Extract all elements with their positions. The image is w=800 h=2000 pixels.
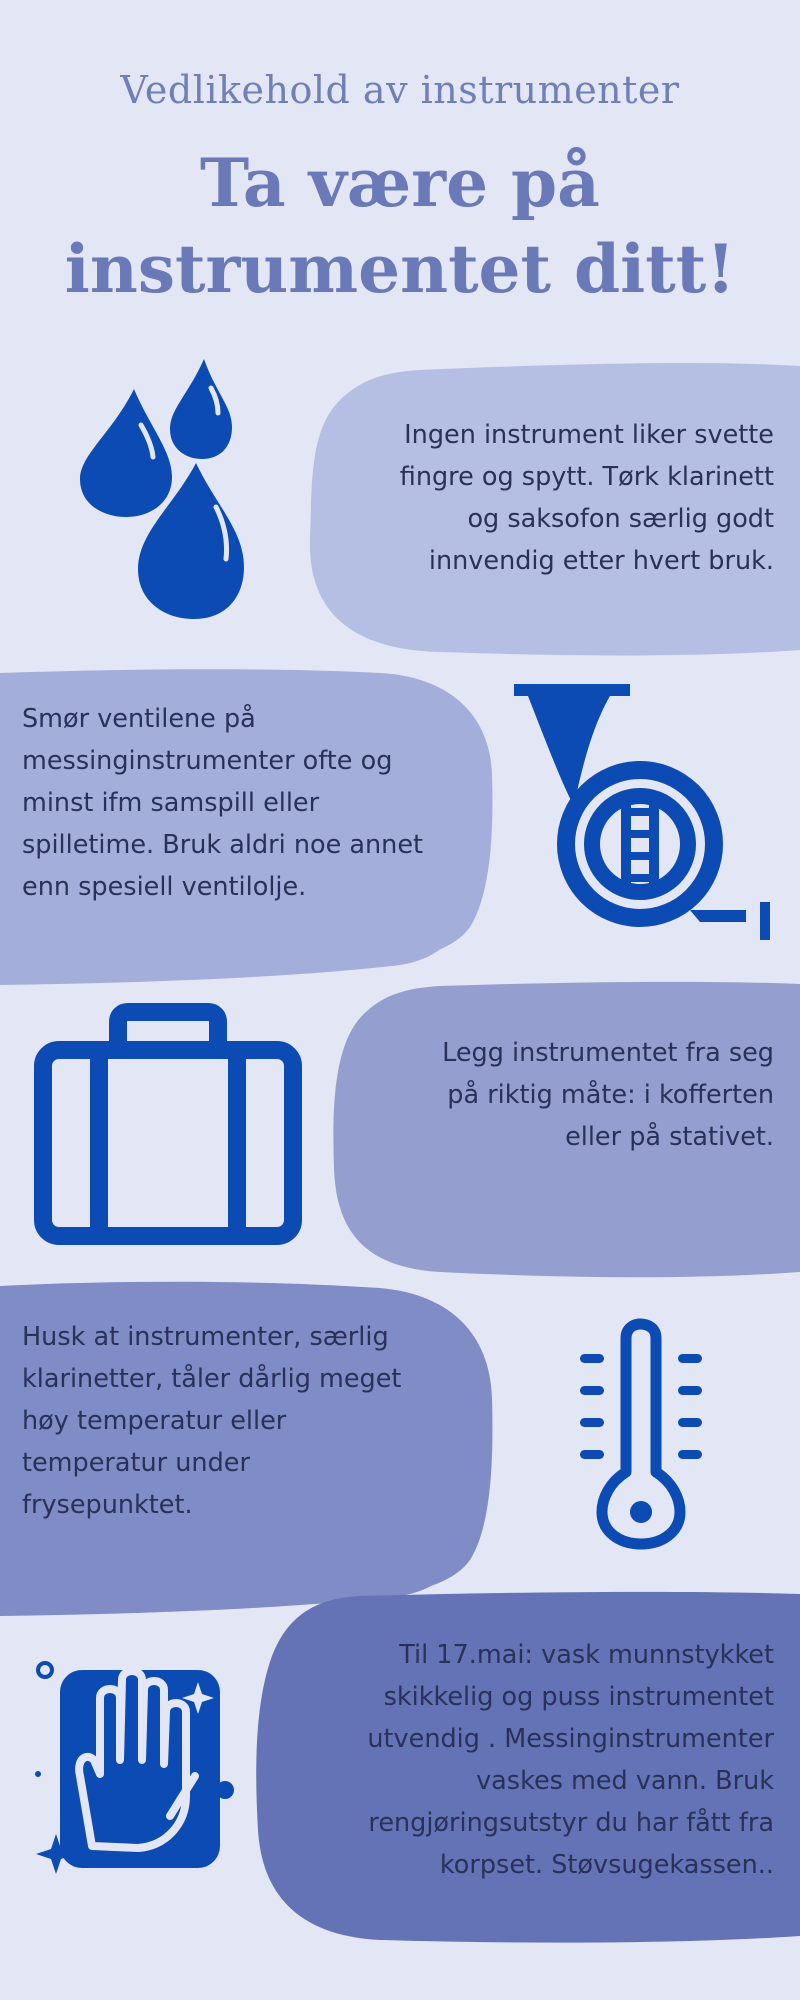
- section-1-line-4: innvendig etter hvert bruk.: [428, 546, 774, 576]
- thermometer-icon: [578, 1320, 704, 1548]
- section-5-line-1: Til 17.mai: vask munnstykket: [399, 1640, 774, 1670]
- page-subtitle: Vedlikehold av instrumenter: [120, 68, 680, 112]
- section-5-line-5: rengjøringsutstyr du har fått fra: [368, 1808, 774, 1838]
- section-3-line-2: på riktig måte: i kofferten: [447, 1080, 774, 1110]
- page-title: [0, 140, 800, 312]
- section-3-line-3: eller på stativet.: [565, 1122, 774, 1152]
- section-4-line-1: Husk at instrumenter, særlig: [22, 1322, 389, 1352]
- section-5-line-6: korpset. Støvsugekassen..: [439, 1850, 774, 1880]
- section-2-line-5: enn spesiell ventilolje.: [22, 872, 307, 902]
- section-4-text: [22, 1316, 482, 1526]
- section-4-line-4: temperatur under: [22, 1448, 250, 1478]
- section-1-line-2: fingre og spytt. Tørk klarinett: [399, 462, 774, 492]
- section-1-line-1: Ingen instrument liker svette: [404, 420, 774, 450]
- section-1-line-3: og saksofon særlig godt: [467, 504, 774, 534]
- section-2-line-3: minst ifm samspill eller: [22, 788, 320, 818]
- section-4-line-3: høy temperatur eller: [22, 1406, 287, 1436]
- cleaning-hand-icon: [30, 1656, 240, 1878]
- section-3-line-1: Legg instrumentet fra seg: [442, 1038, 774, 1068]
- section-2-text: [22, 698, 482, 908]
- section-4-line-5: frysepunktet.: [22, 1490, 193, 1520]
- title-line-1: Ta være på: [200, 144, 600, 222]
- section-4-line-2: klarinetter, tåler dårlig meget: [22, 1364, 402, 1394]
- section-3-text: [314, 1032, 774, 1158]
- section-5-line-4: vaskes med vann. Bruk: [476, 1766, 774, 1796]
- french-horn-icon: [510, 680, 775, 942]
- section-2-line-1: Smør ventilene på: [22, 704, 256, 734]
- water-drops-icon: [78, 355, 248, 625]
- section-5-line-3: utvendig . Messinginstrumenter: [367, 1724, 774, 1754]
- section-1-text: [314, 414, 774, 582]
- suitcase-icon: [34, 1008, 302, 1246]
- section-5-text: [254, 1634, 774, 1886]
- section-2-line-2: messinginstrumenter ofte og: [22, 746, 393, 776]
- title-line-2: instrumentet ditt!: [64, 230, 736, 308]
- section-5-line-2: skikkelig og puss instrumentet: [383, 1682, 774, 1712]
- section-2-line-4: spilletime. Bruk aldri noe annet: [22, 830, 424, 860]
